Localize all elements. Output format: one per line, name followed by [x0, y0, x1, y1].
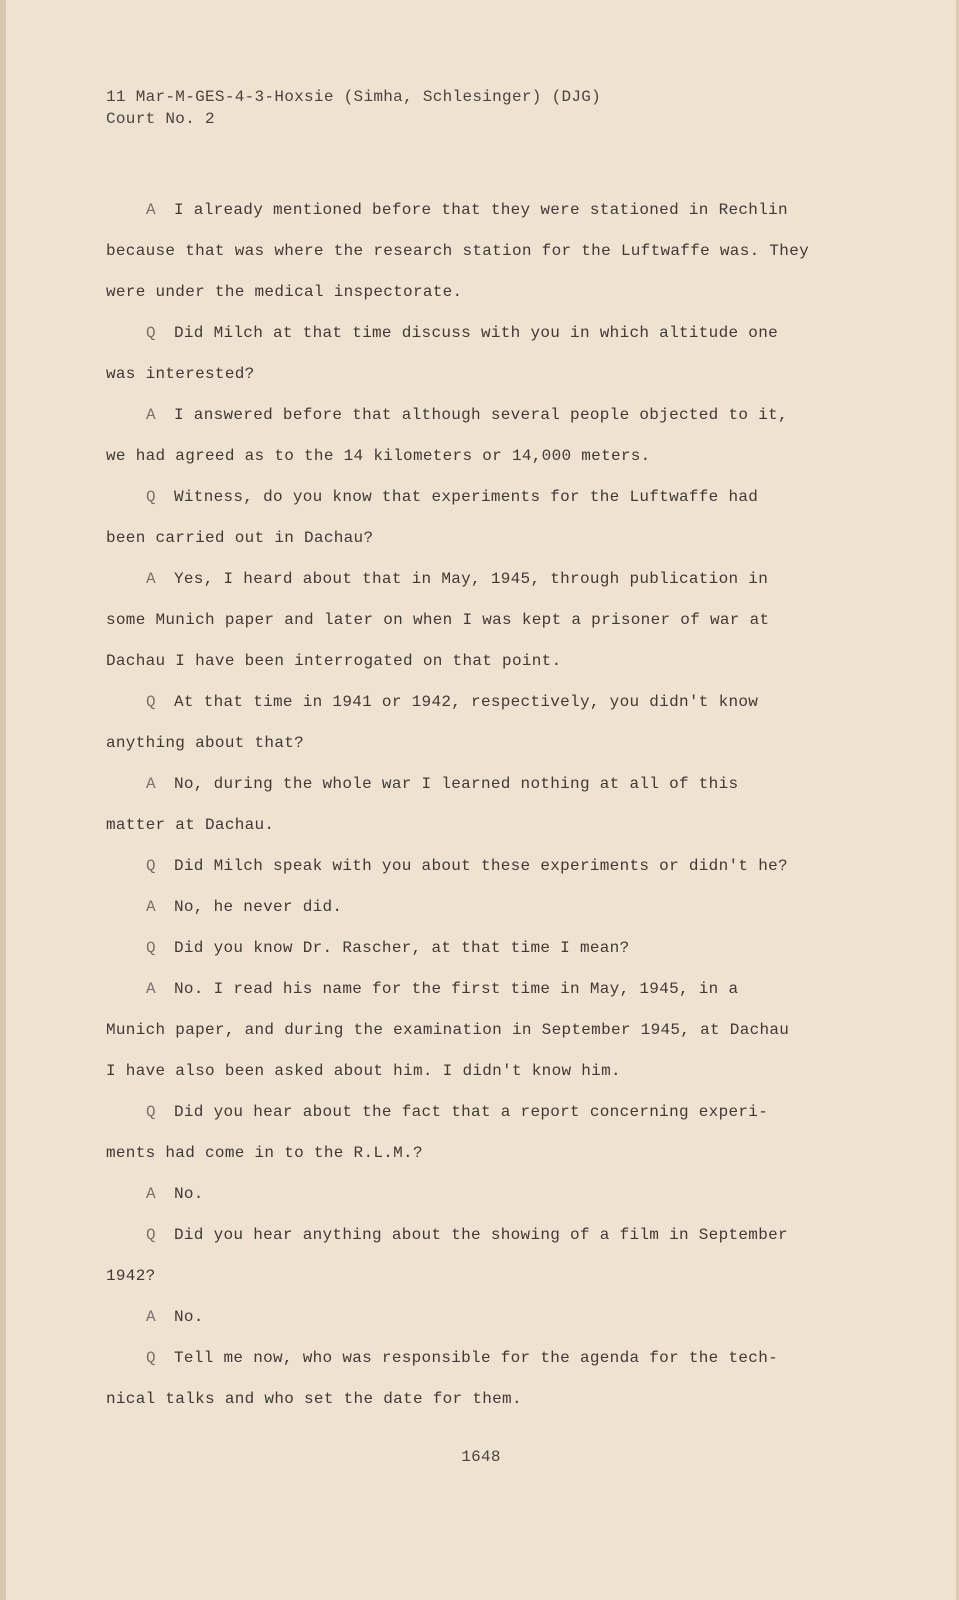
transcript-line: I have also been asked about him. I didn't know him. — [106, 1062, 621, 1080]
speaker-label: A — [146, 898, 156, 916]
transcript-line — [106, 559, 866, 600]
line-text: I already mentioned before that they were stationed in Rechlin — [174, 201, 788, 219]
transcript-line — [106, 969, 866, 1010]
question-paragraph — [106, 846, 866, 887]
transcript-line — [106, 846, 866, 887]
transcript-line — [106, 1215, 866, 1256]
line-text: Tell me now, who was responsible for the agenda for the tech- — [174, 1349, 778, 1367]
transcript-line — [106, 1174, 866, 1215]
page-number: 1648 — [461, 1448, 501, 1466]
line-text: Yes, I heard about that in May, 1945, through publication in — [174, 570, 769, 588]
line-text: No, he never did. — [174, 898, 343, 916]
line-text: Did you know Dr. Rascher, at that time I mean? — [174, 939, 630, 957]
transcript-line — [106, 190, 866, 231]
transcript-line: matter at Dachau. — [106, 816, 275, 834]
line-text: No. — [174, 1308, 204, 1326]
question-paragraph — [106, 928, 866, 969]
transcript-line: were under the medical inspectorate. — [106, 283, 463, 301]
question-paragraph — [106, 1215, 866, 1297]
transcript-line: was interested? — [106, 365, 255, 383]
transcript-line — [106, 313, 866, 354]
document-header — [106, 86, 601, 130]
speaker-label: Q — [146, 488, 156, 506]
line-text: Did you hear anything about the showing of a film in September — [174, 1226, 788, 1244]
question-paragraph — [106, 1092, 866, 1174]
transcript-line: some Munich paper and later on when I was kept a prisoner of war at — [106, 611, 770, 629]
question-paragraph — [106, 477, 866, 559]
speaker-label: Q — [146, 857, 156, 875]
question-paragraph — [106, 1338, 866, 1420]
speaker-label: A — [146, 980, 156, 998]
header-court: Court No. 2 — [106, 110, 215, 128]
transcript-line: 1942? — [106, 1267, 156, 1285]
transcript-body — [106, 190, 866, 1420]
line-text: At that time in 1941 or 1942, respectively, you didn't know — [174, 693, 759, 711]
speaker-label: A — [146, 1308, 156, 1326]
header-reference: 11 Mar-M-GES-4-3-Hoxsie (Simha, Schlesinger) (DJG) — [106, 88, 602, 106]
line-text: Witness, do you know that experiments for the Luftwaffe had — [174, 488, 759, 506]
transcript-line: anything about that? — [106, 734, 305, 752]
transcript-line — [106, 477, 866, 518]
line-text: Did you hear about the fact that a report concerning experi- — [174, 1103, 769, 1121]
answer-paragraph — [106, 559, 866, 682]
speaker-label: Q — [146, 693, 156, 711]
speaker-label: Q — [146, 1226, 156, 1244]
transcript-line — [106, 928, 866, 969]
transcript-line — [106, 1338, 866, 1379]
speaker-label: A — [146, 1185, 156, 1203]
transcript-line — [106, 1297, 866, 1338]
transcript-line: ments had come in to the R.L.M.? — [106, 1144, 423, 1162]
speaker-label: Q — [146, 1103, 156, 1121]
transcript-line: because that was where the research station for the Luftwaffe was. They — [106, 242, 810, 260]
answer-paragraph — [106, 395, 866, 477]
transcript-line — [106, 1092, 866, 1133]
transcript-line — [106, 764, 866, 805]
answer-paragraph — [106, 764, 866, 846]
question-paragraph — [106, 682, 866, 764]
speaker-label: Q — [146, 324, 156, 342]
answer-paragraph — [106, 1297, 866, 1338]
line-text: No, during the whole war I learned nothing at all of this — [174, 775, 739, 793]
transcript-line — [106, 887, 866, 928]
question-paragraph — [106, 313, 866, 395]
speaker-label: A — [146, 775, 156, 793]
transcript-line: Dachau I have been interrogated on that point. — [106, 652, 562, 670]
speaker-label: Q — [146, 939, 156, 957]
speaker-label: Q — [146, 1349, 156, 1367]
answer-paragraph — [106, 190, 866, 313]
transcript-line: Munich paper, and during the examination in September 1945, at Dachau — [106, 1021, 790, 1039]
speaker-label: A — [146, 570, 156, 588]
line-text: Did Milch at that time discuss with you in which altitude one — [174, 324, 778, 342]
transcript-line: been carried out in Dachau? — [106, 529, 374, 547]
transcript-line: nical talks and who set the date for them. — [106, 1390, 522, 1408]
line-text: No. — [174, 1185, 204, 1203]
line-text: Did Milch speak with you about these experiments or didn't he? — [174, 857, 788, 875]
transcript-line — [106, 395, 866, 436]
speaker-label: A — [146, 201, 156, 219]
answer-paragraph — [106, 969, 866, 1092]
transcript-line: we had agreed as to the 14 kilometers or 14,000 meters. — [106, 447, 651, 465]
line-text: No. I read his name for the first time in May, 1945, in a — [174, 980, 739, 998]
answer-paragraph — [106, 887, 866, 928]
speaker-label: A — [146, 406, 156, 424]
line-text: I answered before that although several people objected to it, — [174, 406, 788, 424]
answer-paragraph — [106, 1174, 866, 1215]
transcript-line — [106, 682, 866, 723]
